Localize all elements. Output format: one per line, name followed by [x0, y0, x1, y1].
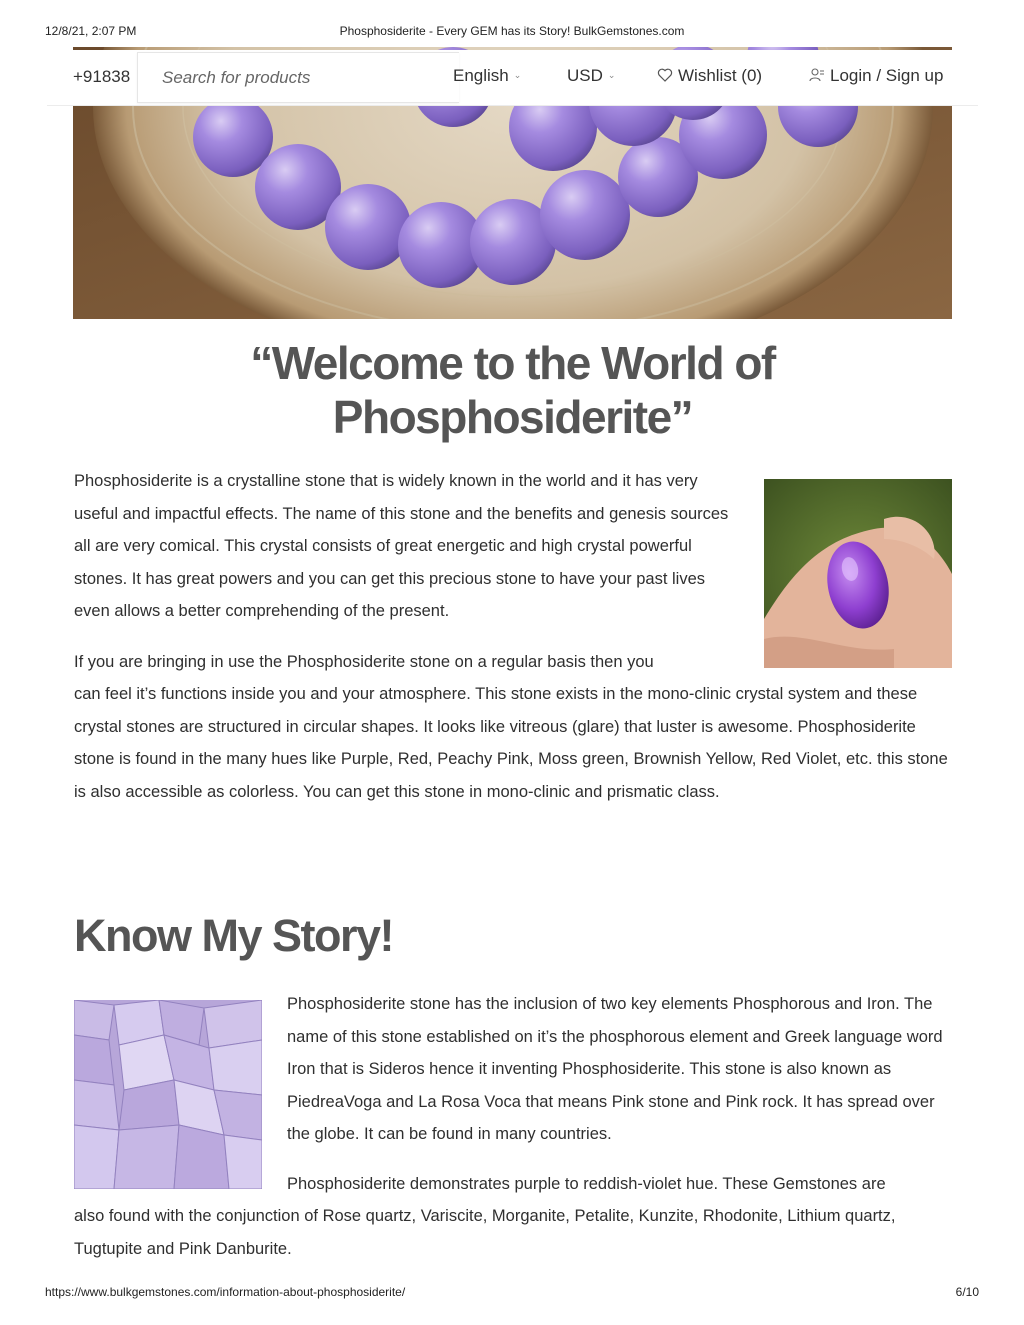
- cabochon-in-hand-image: [764, 479, 952, 668]
- wishlist-link[interactable]: [657, 66, 762, 86]
- search-box: [137, 52, 459, 103]
- print-datetime: 12/8/21, 2:07 PM: [45, 24, 137, 38]
- rough-stones-image: [74, 1000, 262, 1189]
- language-selector[interactable]: [453, 66, 521, 86]
- user-icon: [809, 67, 825, 83]
- page-title-line1: “Welcome to the World of: [250, 337, 775, 389]
- login-label: Login / Sign up: [830, 66, 944, 85]
- print-header: [0, 24, 1024, 40]
- navbar: [47, 50, 978, 106]
- language-label: English: [453, 66, 509, 85]
- intro-paragraph: Phosphosiderite is a crystalline stone that is widely known in the world and it has very useful and impactful effects. The name of this stone and the benefits and genesis sources all are very comical. This crystal consists of great energetic and high crystal powerful stones. It has great powers and you can get this precious stone to have your past lives even allows a better comprehending of the present.: [74, 472, 729, 621]
- login-link[interactable]: [809, 66, 943, 86]
- wishlist-label: Wishlist (0): [678, 66, 763, 85]
- heart-icon: [657, 67, 673, 83]
- page-title: [73, 336, 952, 444]
- usage-paragraph: can feel it’s functions inside you and your atmosphere. This stone exists in the mono-clinic crystal system and these crystal stones are structured in circular shapes. It looks like vitreous (glare) that luster is awesome. Phosphosiderite stone is found in the many hues like Purple, Red, Peachy Pink, Moss green, Brownish Yellow, Red Violet, etc. this stone is also accessible as colorless. You can get this stone in mono-clinic and prismatic class.: [74, 685, 948, 801]
- hue-paragraph: also found with the conjunction of Rose quartz, Variscite, Morganite, Petalite, Kunzite, Rhodonite, Lithium quartz, Tugtupite and Pink Danburite.: [74, 1207, 896, 1258]
- chevron-down-icon: ⌄: [513, 70, 522, 80]
- print-footer: [0, 1285, 1024, 1301]
- hue-paragraph-start: Phosphosiderite demonstrates purple to reddish-violet hue. These Gemstones are: [287, 1175, 886, 1193]
- usage-paragraph-start: If you are bringing in use the Phosphosiderite stone on a regular basis then you: [74, 653, 654, 671]
- currency-label: USD: [567, 66, 603, 85]
- page-title-line2: Phosphosiderite”: [332, 391, 693, 443]
- search-input[interactable]: [138, 53, 459, 102]
- story-paragraph: Phosphosiderite stone has the inclusion of two key elements Phosphorous and Iron. The name of this stone established on it’s the phosphorous element and Greek language word Iron that is Sideros hence it inventing Phosphosiderite. This stone is also known as PiedreaVoga and La Rosa Voca that means Pink stone and Pink rock. It has spread over the globe. It can be found in many countries.: [287, 995, 943, 1144]
- print-page-title: Phosphosiderite - Every GEM has its Story! BulkGemstones.com: [339, 24, 685, 38]
- story-heading: Know My Story!: [74, 910, 394, 961]
- chevron-down-icon: ⌄: [607, 70, 616, 80]
- print-page-number: 6/10: [955, 1285, 979, 1299]
- currency-selector[interactable]: [567, 66, 615, 86]
- phone-number[interactable]: +91838: [73, 67, 131, 86]
- print-url: https://www.bulkgemstones.com/information-about-phosphosiderite/: [45, 1285, 406, 1299]
